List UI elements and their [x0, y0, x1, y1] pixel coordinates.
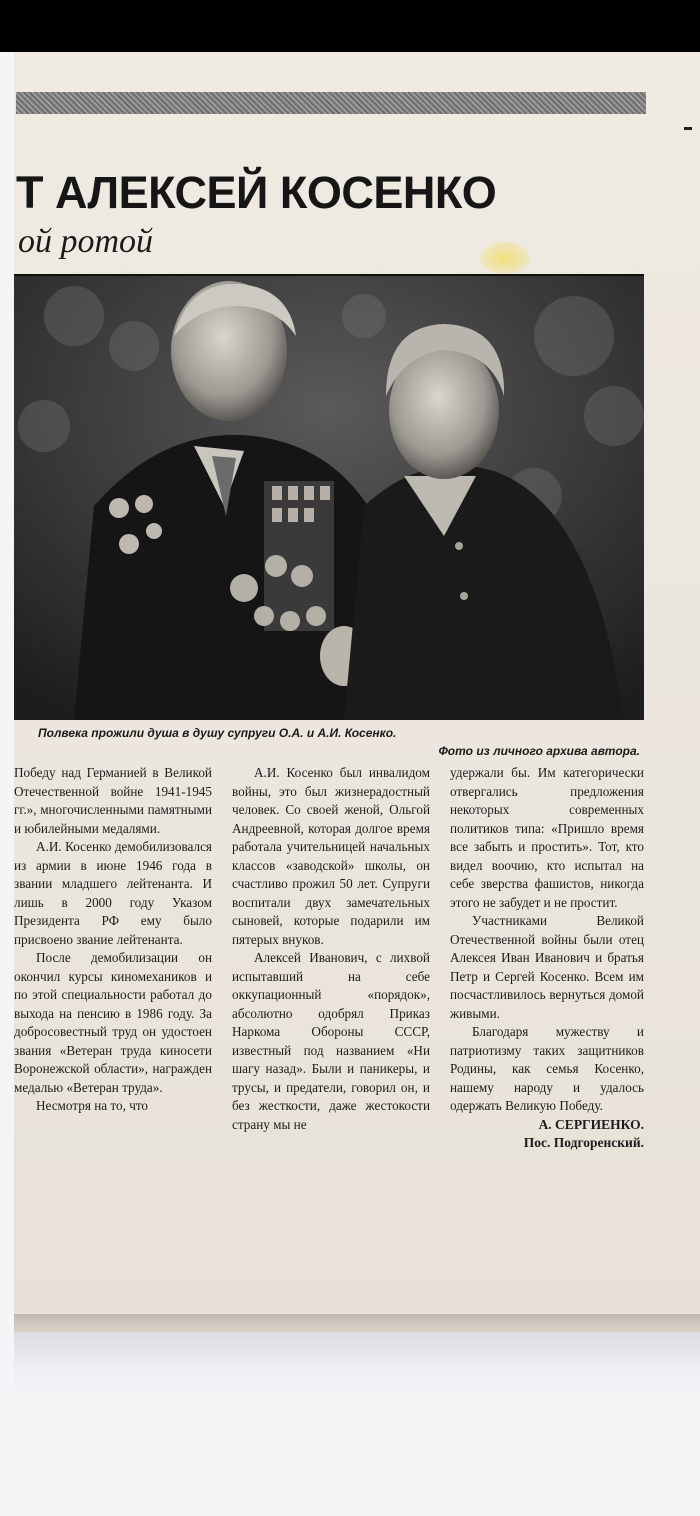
- paragraph: А.И. Косенко был инвалидом войны, это был жизнерадостный человек. Со своей женой, Ольгой Андреевной, которая долгое время работала учительницей начальных классов «заводской» школы, он счастливо прожил 50 лет. Супруги воспитали двух замечательных сыновей, которые подарили им пятерых внуков.: [232, 765, 430, 947]
- article-photo: [14, 274, 644, 720]
- paragraph: А.И. Косенко демобилизовался из армии в июне 1946 года в звании младшего лейтенанта. И лишь в 2000 году Указом Президента РФ ему было присвоено звание лейтенанта.: [14, 839, 212, 947]
- paragraph: После демобилизации он окончил курсы киномехаников и по этой специальности работал до выхода на пенсию в 1986 году. За добросовестный труд он удостоен звания «Ветеран труда киносети Воронежской области», награжден медалью «Ветеран труда».: [14, 950, 212, 1095]
- paragraph: Алексей Иванович, с лихвой испытавший на себе оккупационный «порядок», абсолютно одобрял Приказ Наркома Обороны СССР, известный под названием «Ни шагу назад». Были и паникеры, и трусы, и предатели, говорил он, и без жесткости, даже жестокости страну мы не: [232, 950, 430, 1132]
- edge-mark: [684, 127, 692, 130]
- paragraph: Благодаря мужеству и патриотизму таких защитников Родины, как семья Косенко, нашему народу и удалось одержать Великую Победу.: [450, 1024, 644, 1113]
- caption-line: Полвека прожили душа в душу супруги О.А. и А.И. Косенко.: [38, 726, 397, 740]
- paper-sheet: [14, 52, 700, 1332]
- couple-photo-illustration: [14, 276, 644, 720]
- paragraph: Несмотря на то, что: [36, 1098, 149, 1113]
- header-rule-bar: [16, 92, 646, 114]
- article-subheading: ой ротой: [18, 223, 154, 260]
- scanned-newspaper-clipping: [14, 52, 700, 1392]
- author-location: Пос. Подгоренский.: [523, 1135, 644, 1150]
- status-bar: [0, 0, 700, 52]
- article-column-3: [450, 764, 644, 1244]
- article-column-2: [232, 764, 430, 1244]
- scanner-background: [14, 1332, 700, 1392]
- author-name: А. СЕРГИЕНКО.: [538, 1116, 644, 1132]
- photo-credit: Фото из личного архива автора.: [438, 744, 640, 758]
- paper-stain: [480, 242, 530, 274]
- paragraph: Участниками Великой Отечественной войны были отец Алексея Иван Иванович и братья Петр и Сергей Косенко. Всем им посчастливилось вернуться домой живыми.: [450, 913, 644, 1021]
- article-headline: Т АЛЕКСЕЙ КОСЕНКО: [16, 167, 497, 218]
- paragraph: удержали бы. Им категорически отвергались предложения некоторых современных политиков типа: «Пришло время все забыть и простить». Тот, кто видел воочию, кто испытал на себе зверства фашистов, никогда этого не забудет и не простит.: [450, 765, 644, 910]
- article-column-1: [14, 764, 212, 1244]
- photo-caption: [14, 720, 644, 760]
- paragraph: Победу над Германией в Великой Отечественной войне 1941-1945 гг.», многочисленными памятными и юбилейными медалями.: [14, 765, 212, 836]
